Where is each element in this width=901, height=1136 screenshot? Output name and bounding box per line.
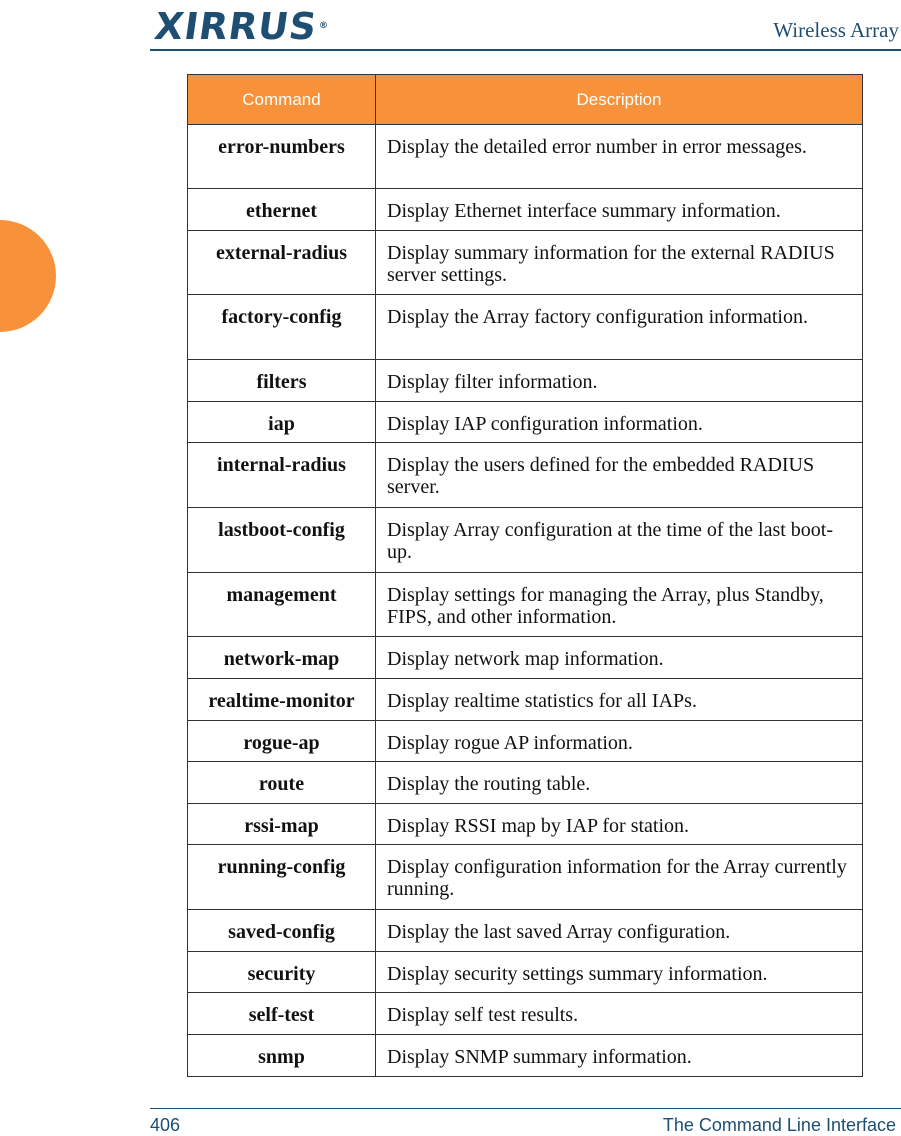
command-cell: network-map [188,637,376,679]
table-row [188,125,863,189]
command-cell: management [188,573,376,637]
description-cell: Display RSSI map by IAP for station. [376,804,863,845]
footer-divider [150,1108,901,1109]
command-cell: snmp [188,1035,376,1077]
registered-mark: ® [318,21,329,31]
description-cell: Display summary information for the external RADIUS server settings. [376,231,863,295]
command-cell: external-radius [188,231,376,295]
command-cell: running-config [188,845,376,910]
table-row [188,721,863,762]
command-cell: rssi-map [188,804,376,845]
table-row [188,804,863,845]
command-cell: rogue-ap [188,721,376,762]
description-cell: Display self test results. [376,993,863,1035]
logo-text: XIRRUS [151,4,320,48]
description-cell: Display settings for managing the Array, plus Standby, FIPS, and other information. [376,573,863,637]
page-header-title: Wireless Array [773,18,899,42]
command-cell: route [188,762,376,804]
description-cell: Display network map information. [376,637,863,679]
description-cell: Display realtime statistics for all IAPs. [376,679,863,721]
command-cell: security [188,952,376,993]
command-cell: internal-radius [188,443,376,508]
column-header-command: Command [188,75,376,125]
xirrus-logo [152,6,332,46]
description-cell: Display IAP configuration information. [376,402,863,443]
description-cell: Display rogue AP information. [376,721,863,762]
description-cell: Display SNMP summary information. [376,1035,863,1077]
table-row [188,295,863,360]
chapter-tab-marker [0,220,56,332]
description-cell: Display the last saved Array configuration. [376,910,863,952]
command-cell: self-test [188,993,376,1035]
command-cell: factory-config [188,295,376,360]
table-row [188,231,863,295]
table-row [188,1035,863,1077]
command-cell: ethernet [188,189,376,231]
table-row [188,679,863,721]
table-row [188,993,863,1035]
chapter-title: The Command Line Interface [662,1115,896,1135]
command-cell: lastboot-config [188,508,376,573]
table-row [188,402,863,443]
page-number: 406 [150,1115,181,1135]
description-cell: Display the routing table. [376,762,863,804]
description-cell: Display the detailed error number in error messages. [376,125,863,189]
command-table [187,74,863,1077]
description-cell: Display the Array factory configuration information. [376,295,863,360]
table-row [188,845,863,910]
description-cell: Display the users defined for the embedded RADIUS server. [376,443,863,508]
description-cell: Display Ethernet interface summary information. [376,189,863,231]
command-cell: error-numbers [188,125,376,189]
command-cell: iap [188,402,376,443]
column-header-description: Description [376,75,863,125]
table-row [188,189,863,231]
description-cell: Display Array configuration at the time of the last boot-up. [376,508,863,573]
table-row [188,443,863,508]
command-cell: saved-config [188,910,376,952]
command-cell: realtime-monitor [188,679,376,721]
header-divider [150,49,901,51]
table-row [188,508,863,573]
table-row [188,952,863,993]
description-cell: Display security settings summary information. [376,952,863,993]
description-cell: Display configuration information for the Array currently running. [376,845,863,910]
table-row [188,637,863,679]
table-row [188,573,863,637]
description-cell: Display filter information. [376,360,863,402]
table-row [188,910,863,952]
command-cell: filters [188,360,376,402]
table-row [188,762,863,804]
table-row [188,360,863,402]
table-header-row [188,75,863,125]
